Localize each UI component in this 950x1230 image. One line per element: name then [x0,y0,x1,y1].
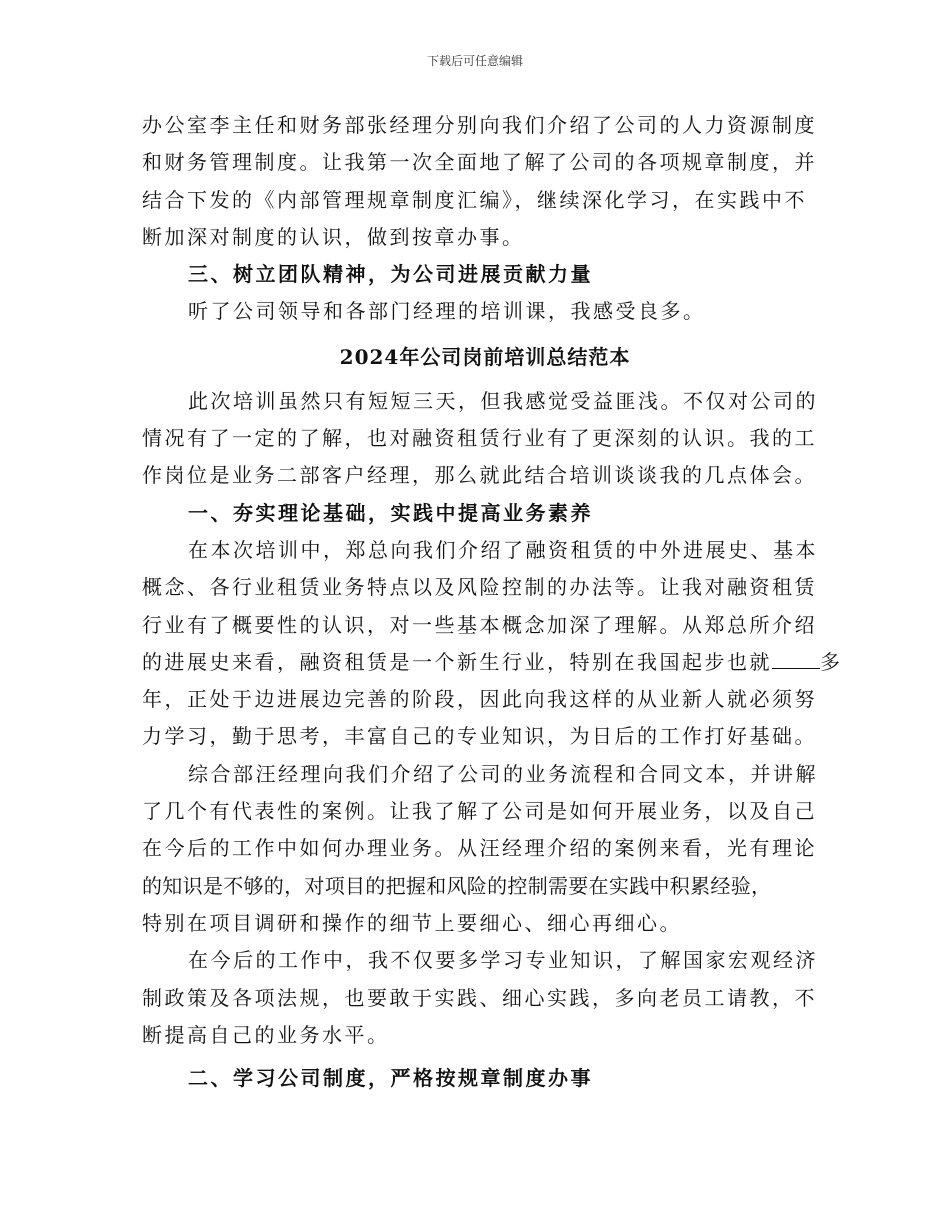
paragraph-line: 的知识是不够的，对项目的把握和风险的控制需要在实践中积累经验， [142,873,772,898]
paragraph-line [142,644,843,681]
document-body [142,107,843,1097]
paragraph-line: 综合部汪经理向我们介绍了公司的业务流程和合同文本，并讲解 [188,761,818,786]
section-heading-2: 二、学习公司制度，严格按规章制度办事 [188,1066,593,1091]
paragraph-line: 在今后的工作中，我不仅要多学习专业知识，了解国家宏观经济 [188,948,818,973]
paragraph-line: 断提高自己的业务水平。 [142,1022,390,1047]
document-title: 2024年公司岗前培训总结范本 [339,344,631,369]
paragraph-line: 断加深对制度的认识，做到按章办事。 [142,224,525,249]
paragraph-line: 和财务管理制度。让我第一次全面地了解了公司的各项规章制度，并 [142,150,817,175]
paragraph-line: 办公室李主任和财务部张经理分别向我们介绍了公司的人力资源制度 [142,113,817,137]
paragraph-line: 听了公司领导和各部门经理的培训课，我感受良多。 [188,299,706,324]
paragraph-text: 多 [820,649,843,674]
paragraph-line: 此次培训虽然只有短短三天，但我感觉受益匪浅。不仅对公司的 [188,388,818,413]
paragraph-text: 的进展史来看，融资租赁是一个新生行业，特别在我国起步也就 [142,649,772,674]
paragraph-line: 了几个有代表性的案例。让我了解了公司是如何开展业务，以及自己 [142,799,817,824]
paragraph-line: 年，正处于边进展边完善的阶段，因此向我这样的从业新人就必须努 [142,687,817,712]
paragraph-line: 概念、各行业租赁业务特点以及风险控制的办法等。让我对融资租赁 [142,575,817,600]
paragraph-line: 作岗位是业务二部客户经理，那么就此结合培训谈谈我的几点体会。 [142,463,817,488]
paragraph-line: 在今后的工作中如何办理业务。从汪经理介绍的案例来看，光有理论 [142,836,817,861]
paragraph-line: 力学习，勤于思考，丰富自己的专业知识，为日后的工作打好基础。 [142,724,817,749]
paragraph-line: 情况有了一定的了解，也对融资租赁行业有了更深刻的认识。我的工 [142,426,817,451]
section-heading-3: 三、树立团队精神，为公司进展贡献力量 [188,262,593,287]
paragraph-line: 行业有了概要性的认识，对一些基本概念加深了理解。从郑总所介绍 [142,612,817,637]
section-heading-1: 一、夯实理论基础，实践中提高业务素养 [188,500,593,525]
paragraph-line: 制政策及各项法规，也要敢于实践、细心实践，多向老员工请教，不 [142,985,817,1010]
paragraph-line: 在本次培训中，郑总向我们介绍了融资租赁的中外进展史、基本 [188,537,818,562]
page-header: 下载后可任意编辑 [426,54,523,68]
paragraph-line: 结合下发的《内部管理规章制度汇编》，继续深化学习，在实践中不 [142,187,807,212]
paragraph-line: 特别在项目调研和操作的细节上要细心、细心再细心。 [142,910,682,935]
fill-in-blank [772,646,820,669]
